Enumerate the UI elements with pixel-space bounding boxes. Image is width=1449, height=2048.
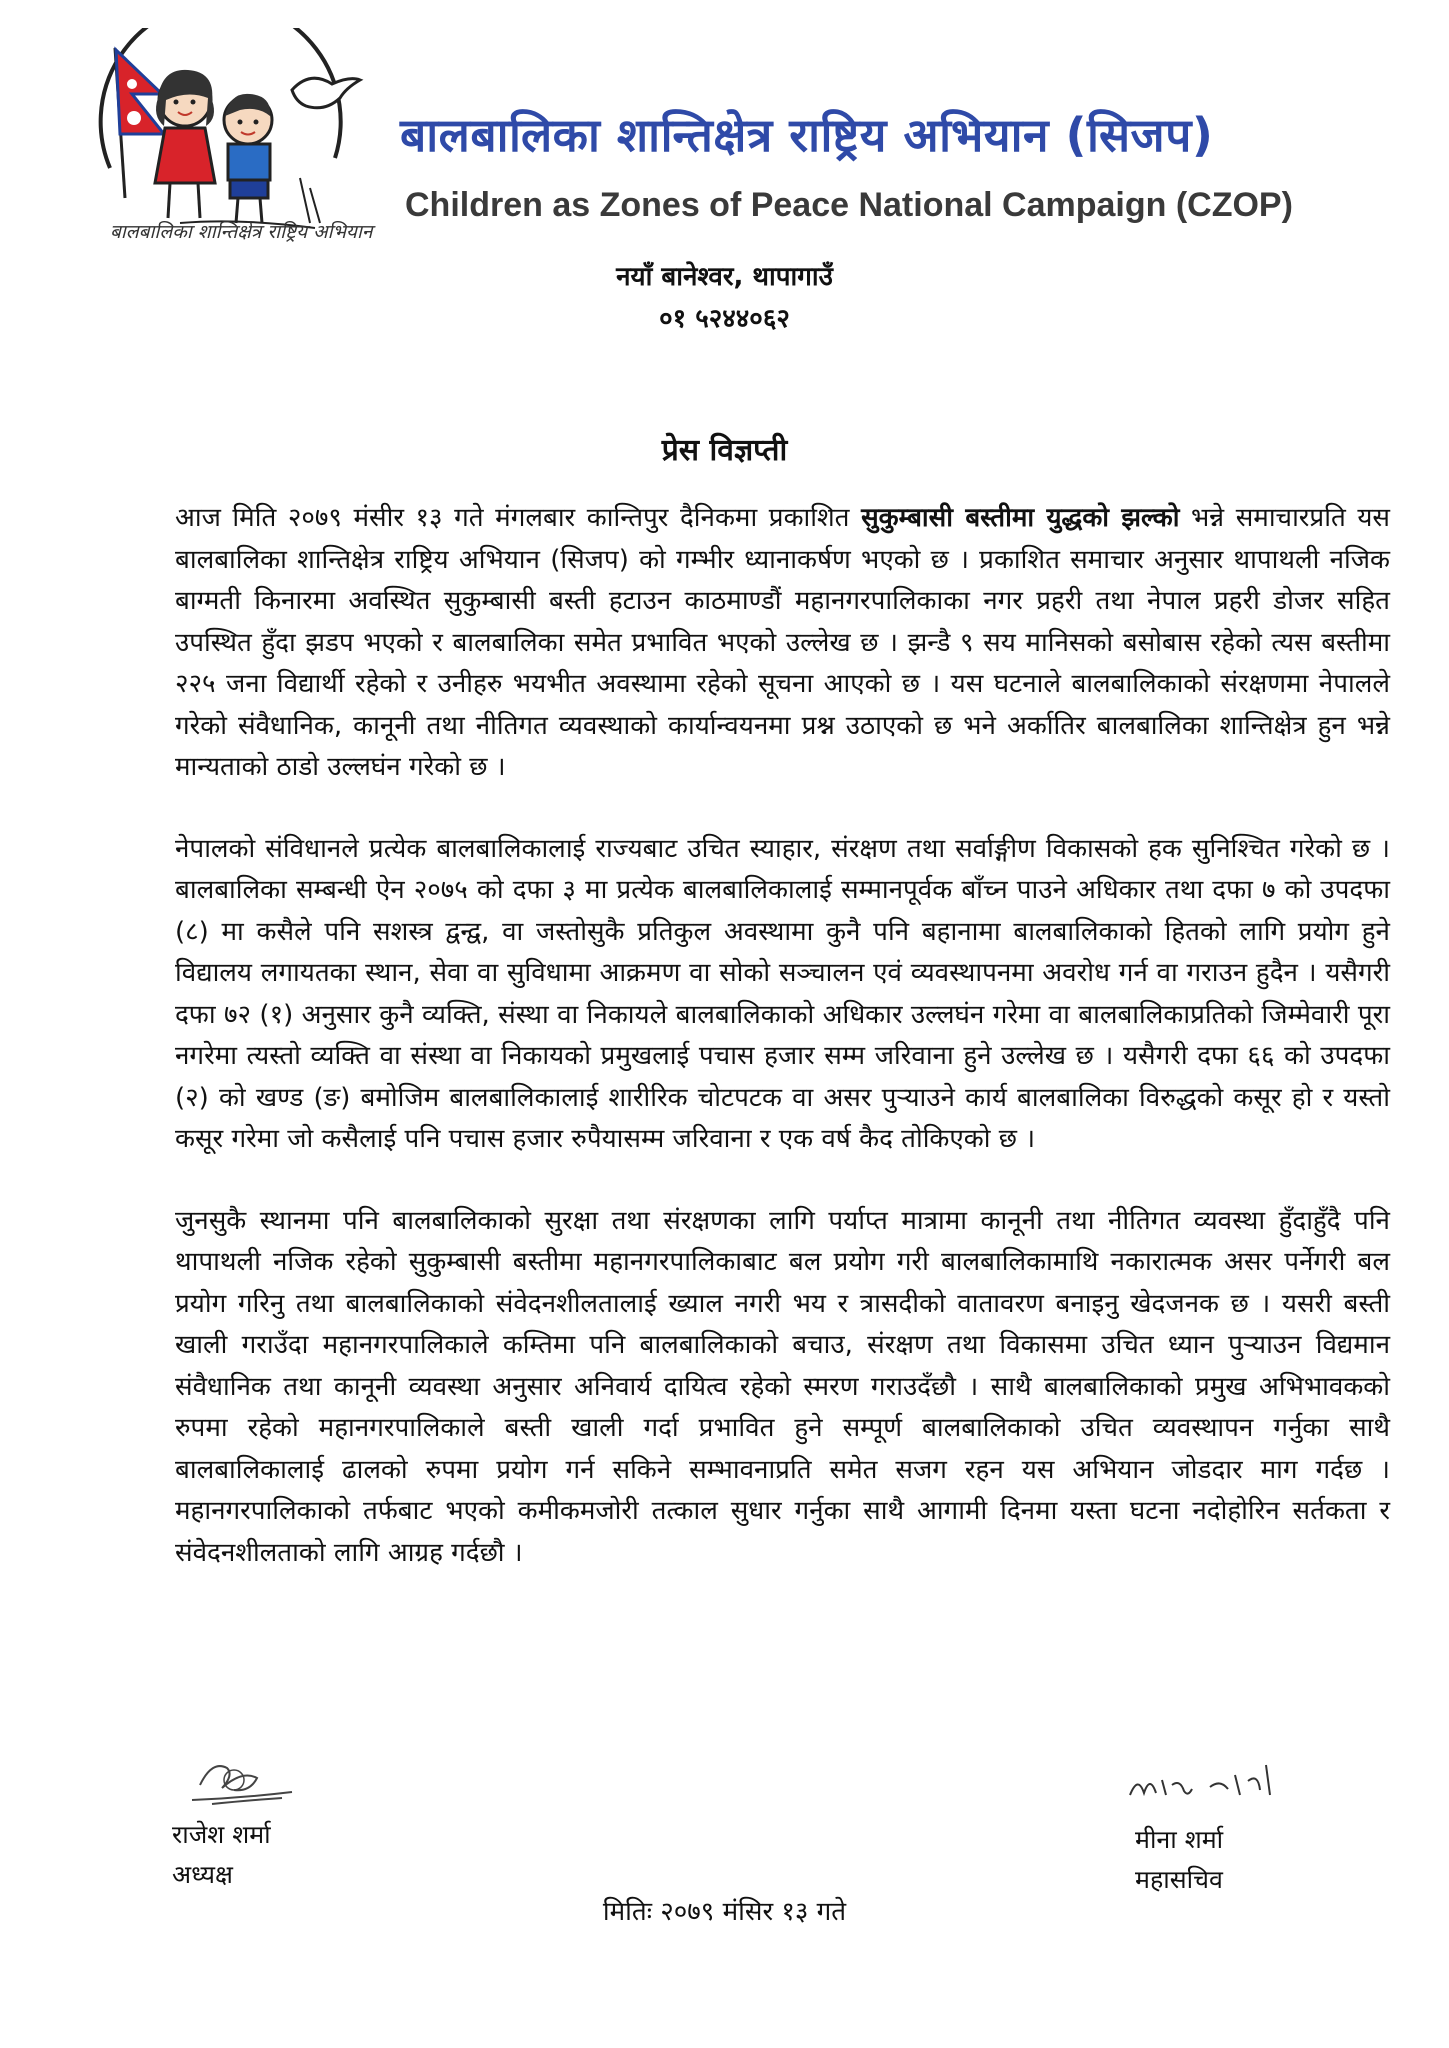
logo-caption: बालबालिका शान्तिक्षेत्र राष्ट्रिय अभियान xyxy=(110,221,373,243)
letterhead xyxy=(70,28,1370,258)
girl-figure-icon xyxy=(155,70,215,218)
phone-number: ०१ ५२४४०६२ xyxy=(659,304,790,334)
paragraph-2: नेपालको संविधानले प्रत्येक बालबालिकालाई राज्यबाट उचित स्याहार, संरक्षण तथा सर्वाङ्गीण विकासको हक सुनिश्चित गरेको छ । बालबालिका सम्बन्धी ऐन २०७५ को दफा ३ मा प्रत्येक बालबालिकालाई सम्मानपूर्वक बाँच्न पाउने अधिकार तथा दफा ७ को उपदफा (८) मा कसैले पनि सशस्त्र द्वन्द्व, वा जस्तोसुकै प्रतिकुल अवस्थामा कुनै पनि बहानामा बालबालिकाको हितको लागि प्रयोग हुने विद्यालय लगायतका स्थान, सेवा वा सुविधामा आक्रमण वा सोको सञ्चालन एवं व्यवस्थापनमा अवरोध गर्न वा गराउन हुदैन । यसैगरी दफा ७२ (१) अनुसार कुनै व्यक्ति, संस्था वा निकायले बालबालिकाको अधिकार उल्लघंन गरेमा वा बालबालिकाप्रतिको जिम्मेवारी पूरा नगरेमा त्यस्तो व्यक्ति वा संस्था वा निकायको प्रमुखलाई पचास हजार सम्म जरिवाना हुने उल्लेख छ । यसैगरी दफा ६६ को उपदफा (२) को खण्ड (ङ) बमोजिम बालबालिकालाई शारीरिक चोटपटक वा असर पुऱ्याउने कार्य बालबालिका विरुद्धको कसूर हो र यस्तो कसूर गरेमा जो कसैलाई पनि पचास हजार रुपैयासम्म जरिवाना र एक वर्ष कैद तोकिएको छ । xyxy=(175,833,1390,1154)
document-title: प्रेस विज्ञप्ती xyxy=(661,433,788,468)
press-release-body xyxy=(175,498,1390,1614)
general-secretary-title: महासचिव xyxy=(1135,1865,1223,1894)
signature-block-general-secretary xyxy=(1110,1745,1370,1900)
general-secretary-name: मीना शर्मा xyxy=(1135,1825,1224,1854)
boy-figure-icon xyxy=(224,94,272,223)
address: नयाँ बानेश्वर, थापागाउँ xyxy=(616,262,833,292)
dove-icon xyxy=(292,78,360,108)
issue-date: मितिः २०७९ मंसिर १३ गते xyxy=(602,1897,847,1927)
paragraph-1-intro: आज मिति २०७९ मंसीर १३ गते मंगलबार कान्तिपुर दैनिकमा प्रकाशित xyxy=(175,503,862,533)
signature-rajesh-sharma xyxy=(172,1740,312,1815)
org-name-english: Children as Zones of Peace National Campaign (CZOP) xyxy=(405,186,1293,224)
signature-block-president xyxy=(172,1740,472,1895)
president-name: राजेश शर्मा xyxy=(172,1820,271,1849)
paragraph-1-rest: भन्ने समाचारप्रति यस बालबालिका शान्तिक्षेत्र राष्ट्रिय अभियान (सिजप) को गम्भीर ध्यानाकर्षण भएको छ । प्रकाशित समाचार अनुसार थापाथली नजिक बाग्मती किनारमा अवस्थित सुकुम्बासी बस्ती हटाउन काठमाण्डौं महानगरपालिकाका नगर प्रहरी तथा नेपाल प्रहरी डोजर सहित उपस्थित हुँदा झडप भएको र बालबालिका समेत प्रभावित भएको उल्लेख छ । झन्डै ९ सय मानिसको बसोबास रहेको त्यस बस्तीमा २२५ जना विद्यार्थी रहेको र उनीहरु भयभीत अवस्थामा रहेको सूचना आएको छ । यस घटनाले बालबालिकाको संरक्षणमा नेपालले गरेको संवैधानिक, कानूनी तथा नीतिगत व्यवस्थाको कार्यान्वयनमा प्रश्न उठाएको छ भने अर्कातिर बालबालिका शान्तिक्षेत्र हुन भन्ने मान्यताको ठाडो उल्लघंन गरेको छ । xyxy=(175,503,1391,782)
signature-meena-sharma xyxy=(1110,1745,1290,1820)
org-name-nepali: बालबालिका शान्तिक्षेत्र राष्ट्रिय अभियान (सिजप) xyxy=(400,108,1214,162)
address-block xyxy=(0,256,1449,340)
paragraph-3: जुनसुकै स्थानमा पनि बालबालिकाको सुरक्षा तथा संरक्षणका लागि पर्याप्त मात्रामा कानूनी तथा नीतिगत व्यवस्था हुँदाहुँदै पनि थापाथली नजिक रहेको सुकुम्बासी बस्तीमा महानगरपालिकाबाट बल प्रयोग गरी बालबालिकामाथि नकारात्मक असर पर्नेगरी बल प्रयोग गरिनु तथा बालबालिकाको संवेदनशीलतालाई ख्याल नगरी भय र त्रासदीको वातावरण बनाइनु खेदजनक छ । यसरी बस्ती खाली गराउँदा महानगरपालिकाले कम्तिमा पनि बालबालिकाको बचाउ, संरक्षण तथा विकासमा उचित ध्यान पुऱ्याउन विद्यमान संवैधानिक तथा कानूनी व्यवस्था अनुसार अनिवार्य दायित्व रहेको स्मरण गराउदँछौ । साथै बालबालिकाको प्रमुख अभिभावकको रुपमा रहेको महानगरपालिकाले बस्ती खाली गर्दा प्रभावित हुने सम्पूर्ण बालबालिकाको उचित व्यवस्थापन गर्नुका साथै बालबालिकालाई ढालको रुपमा प्रयोग गर्न सकिने सम्भावनाप्रति समेत सजग रहन यस अभियान जोडदार माग गर्दछ । महानगरपालिकाको तर्फबाट भएको कमीकमजोरी तत्काल सुधार गर्नुका साथै आगामी दिनमा यस्ता घटना नदोहोरिन सर्तकता र संवेदनशीलताको लागि आग्रह गर्दछौ । xyxy=(175,1205,1390,1568)
president-title: अध्यक्ष xyxy=(172,1860,233,1889)
paragraph-1 xyxy=(175,498,1390,789)
news-headline: सुकुम्बासी बस्तीमा युद्धको झल्को xyxy=(861,503,1180,533)
